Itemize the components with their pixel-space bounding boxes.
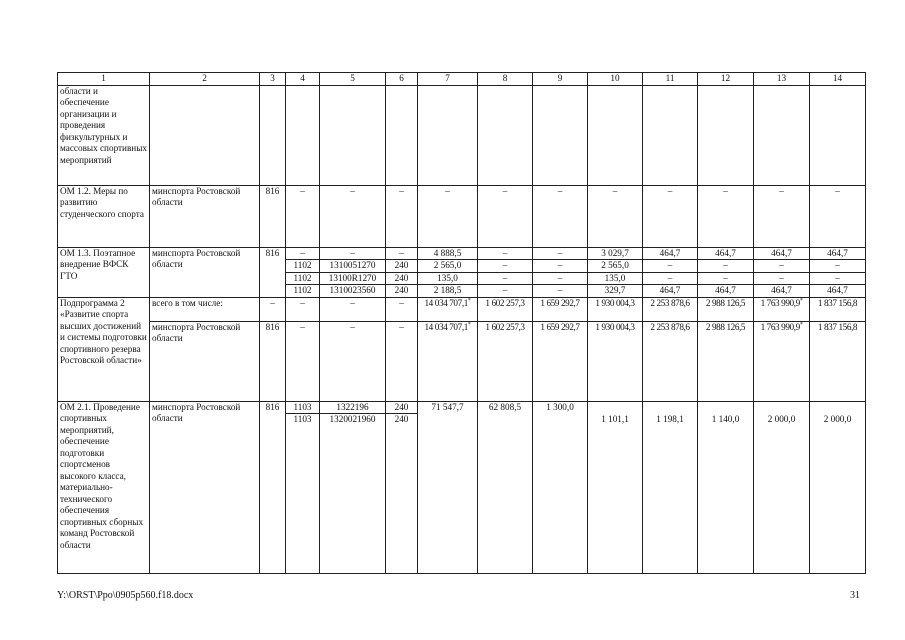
value-cell: – <box>754 272 810 285</box>
value-cell: 1 763 990,9* <box>754 321 810 401</box>
header-cell: 11 <box>643 73 698 86</box>
value-cell: – <box>533 272 588 285</box>
value-cell: – <box>533 247 588 260</box>
value-cell: 1 837 156,8 <box>810 321 866 401</box>
value-cell: 1 659 292,7 <box>533 321 588 401</box>
file-path: Y:\ORST\Ppo\0905p560.f18.docx <box>57 590 194 601</box>
budget-table <box>57 72 866 574</box>
table-row <box>58 85 866 185</box>
header-cell: 2 <box>150 73 260 86</box>
header-cell: 8 <box>478 73 533 86</box>
value-cell: 2 188,5 <box>418 285 478 298</box>
value-cell: 62 808,5 <box>478 401 533 574</box>
table-row <box>58 321 866 401</box>
value-cell: – <box>320 321 386 401</box>
header-cell: 14 <box>810 73 866 86</box>
value-cell: – <box>386 321 418 401</box>
value-cell: 329,7 <box>588 285 643 298</box>
value-cell: 464,7 <box>698 247 754 260</box>
value-cell: – <box>386 297 418 321</box>
value-cell: 240 <box>386 401 418 414</box>
value-cell: 1 602 257,3 <box>478 297 533 321</box>
grbs-code: 816 <box>260 247 286 297</box>
header-cell: 9 <box>533 73 588 86</box>
header-cell: 13 <box>754 73 810 86</box>
value-cell: 2 565,0 <box>418 260 478 273</box>
value-cell: 464,7 <box>810 285 866 298</box>
value-cell: 1310051270 <box>320 260 386 273</box>
value-cell: 1102 <box>286 285 320 298</box>
value-cell: – <box>533 285 588 298</box>
value-cell: 4 888,5 <box>418 247 478 260</box>
value-cell: 1322196 <box>320 401 386 414</box>
value-cell: 816 <box>260 321 286 401</box>
header-cell: 12 <box>698 73 754 86</box>
value-cell: 240 <box>386 272 418 285</box>
value-cell: 1 198,1 <box>643 401 698 574</box>
value-cell: 1 837 156,8 <box>810 297 866 321</box>
value-cell: 464,7 <box>754 247 810 260</box>
page-number: 31 <box>850 590 860 601</box>
row-title: ОМ 1.3. Поэтапное внедрение ВФСК ГТО <box>58 247 150 297</box>
value-cell: 13100R1270 <box>320 272 386 285</box>
value-cell: – <box>533 185 588 247</box>
value-cell: – <box>810 185 866 247</box>
value-cell: 1 930 004,3 <box>588 297 643 321</box>
row-title: ОМ 2.1. Проведение спортивных мероприятий, обеспечение подготовки спортсменов высокого класса, материально-технического обеспечения спортивных сборных команд Ростовской области <box>58 401 150 574</box>
header-row <box>58 73 866 86</box>
value-cell: 464,7 <box>643 247 698 260</box>
value-cell: – <box>286 247 320 260</box>
value-cell: – <box>320 247 386 260</box>
table-row <box>58 247 866 260</box>
value-cell: 240 <box>386 285 418 298</box>
value-cell: – <box>754 260 810 273</box>
executor: минспорта Ростовской области <box>150 321 260 401</box>
value-cell: 3 029,7 <box>588 247 643 260</box>
header-cell: 10 <box>588 73 643 86</box>
value-cell: 464,7 <box>698 285 754 298</box>
value-cell: 2 565,0 <box>588 260 643 273</box>
value-cell: – <box>643 272 698 285</box>
table-row <box>58 401 866 414</box>
value-cell: – <box>478 185 533 247</box>
value-cell: 1 659 292,7 <box>533 297 588 321</box>
value-cell: 1103 <box>286 414 320 574</box>
value-cell: – <box>643 260 698 273</box>
value-cell: 71 547,7 <box>418 401 478 574</box>
value-cell: – <box>286 297 320 321</box>
row-title: ОМ 1.2. Меры по развитию студенческого спорта <box>58 185 150 247</box>
value-cell: 1320021960 <box>320 414 386 574</box>
value-cell: – <box>588 185 643 247</box>
grbs-code: 816 <box>260 185 286 247</box>
value-cell: 1 602 257,3 <box>478 321 533 401</box>
grbs-code: 816 <box>260 401 286 574</box>
value-cell: – <box>478 247 533 260</box>
value-cell: 1 300,0 <box>533 401 588 574</box>
executor: минспорта Ростовской области <box>150 401 260 574</box>
value-cell: 1 101,1 <box>588 401 643 574</box>
header-cell: 6 <box>386 73 418 86</box>
value-cell: – <box>754 185 810 247</box>
value-cell: – <box>533 260 588 273</box>
value-cell: 1 763 990,9* <box>754 297 810 321</box>
row-title: области и обеспечение организации и проведения физкультурных и массовых спортивных мероприятий <box>58 85 150 185</box>
header-cell: 4 <box>286 73 320 86</box>
value-cell: 1 140,0 <box>698 401 754 574</box>
value-cell: – <box>320 297 386 321</box>
value-cell: – <box>286 185 320 247</box>
value-cell: 14 034 707,1* <box>418 321 478 401</box>
value-cell: 464,7 <box>810 247 866 260</box>
value-cell: 14 034 707,1* <box>418 297 478 321</box>
executor: минспорта Ростовской области <box>150 185 260 247</box>
header-cell: 7 <box>418 73 478 86</box>
value-cell: 135,0 <box>588 272 643 285</box>
value-cell: 1102 <box>286 260 320 273</box>
value-cell: 464,7 <box>754 285 810 298</box>
value-cell: 464,7 <box>643 285 698 298</box>
value-cell: 2 253 878,6 <box>643 297 698 321</box>
value-cell: 1 930 004,3 <box>588 321 643 401</box>
value-cell: – <box>810 272 866 285</box>
value-cell: – <box>478 272 533 285</box>
value-cell: 1102 <box>286 272 320 285</box>
executor: всего в том числе: <box>150 297 260 321</box>
value-cell: 2 988 126,5 <box>698 321 754 401</box>
value-cell: – <box>698 260 754 273</box>
value-cell: – <box>810 260 866 273</box>
value-cell: 1103 <box>286 401 320 414</box>
value-cell: 240 <box>386 260 418 273</box>
value-cell: – <box>478 260 533 273</box>
value-cell: 2 988 126,5 <box>698 297 754 321</box>
value-cell: – <box>386 185 418 247</box>
value-cell: 135,0 <box>418 272 478 285</box>
value-cell: – <box>698 272 754 285</box>
table-row <box>58 297 866 321</box>
value-cell: 2 000,0 <box>754 401 810 574</box>
value-cell: – <box>320 185 386 247</box>
value-cell: 1310023560 <box>320 285 386 298</box>
value-cell: 2 000,0 <box>810 401 866 574</box>
executor: минспорта Ростовской области <box>150 247 260 297</box>
value-cell: – <box>478 285 533 298</box>
value-cell: – <box>698 185 754 247</box>
value-cell: – <box>386 247 418 260</box>
row-title: Подпрограмма 2 «Развитие спорта высших достижений и системы подготовки спортивного резерва Ростовской области» <box>58 297 150 401</box>
header-cell: 3 <box>260 73 286 86</box>
value-cell: 240 <box>386 414 418 574</box>
value-cell: 2 253 878,6 <box>643 321 698 401</box>
header-cell: 1 <box>58 73 150 86</box>
table-row <box>58 185 866 247</box>
value-cell: – <box>260 297 286 321</box>
header-cell: 5 <box>320 73 386 86</box>
value-cell: – <box>286 321 320 401</box>
value-cell: – <box>643 185 698 247</box>
value-cell: – <box>418 185 478 247</box>
